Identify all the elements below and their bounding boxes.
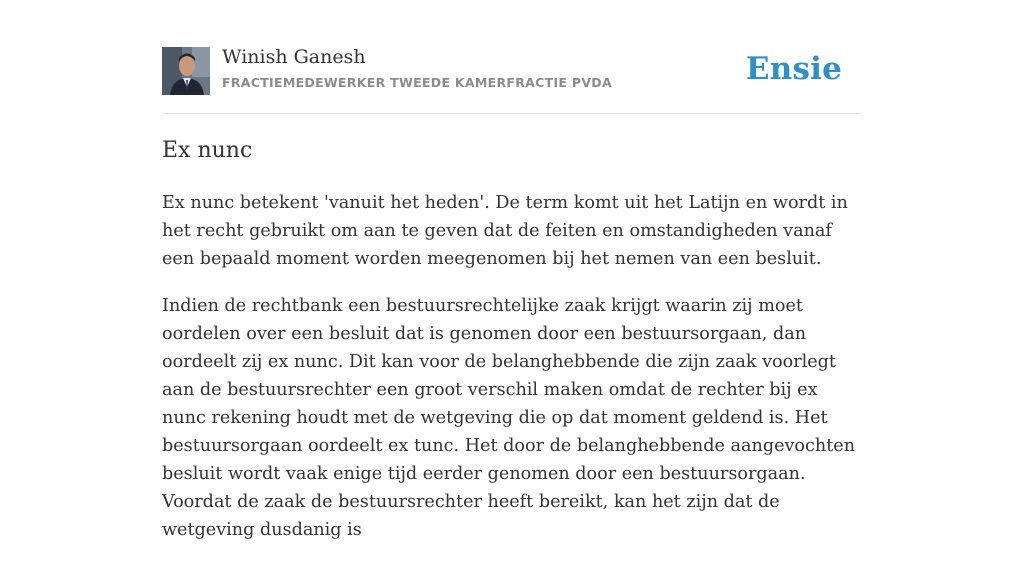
article-paragraph: Ex nunc betekent 'vanuit het heden'. De term komt uit het Latijn en wordt in het recht gebruikt om aan te geven dat de feiten en omstandigheden vanaf een bepaald moment worden meegenomen bij het nemen van een besluit.: [162, 193, 848, 269]
content-container: [162, 0, 862, 540]
author-role: FRACTIEMEDEWERKER TWEEDE KAMERFRACTIE PVDA: [222, 75, 612, 90]
article-title: Ex nunc: [162, 138, 253, 163]
author-avatar[interactable]: [162, 47, 210, 95]
author-name[interactable]: Winish Ganesh: [222, 46, 366, 68]
article-body: [162, 189, 862, 563]
avatar-portrait-icon: [162, 47, 210, 95]
author-header: [162, 0, 862, 114]
article-paragraph: Indien de rechtbank een bestuursrechtelijke zaak krijgt waarin zij moet oordelen over een besluit dat is genomen door een bestuursorgaan, dan oordeelt zij ex nunc. Dit kan voor de belanghebbende die zijn zaak voorlegt aan de bestuursrechter een groot verschil maken omdat de rechter bij ex nunc rekening houdt met de wetgeving die op dat moment geldend is. Het bestuursorgaan oordeelt ex tunc. Het door de belanghebbende aangevochten besluit wordt vaak enige tijd eerder genomen door een bestuursorgaan. Voordat de zaak de bestuursrechter heeft bereikt, kan het zijn dat de wetgeving dusdanig is: [162, 296, 856, 540]
ensie-logo[interactable]: Ensie: [745, 51, 842, 87]
